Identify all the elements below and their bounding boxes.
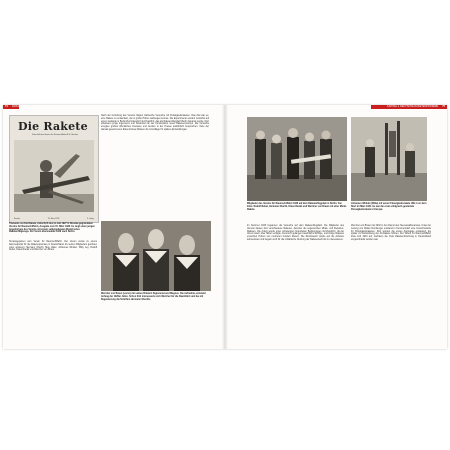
left-body-column: Nach der Gründung des Vereins folgten zahlreiche Versuche mit Flüssigkeitsraketen. Das Ziel war es, eine Rakete zu entwickeln, die in große Höhen aufsteigen konnte. Die Experimente wurden zunächst auf einem Gelände in Berlin-Reinickendorf durchgeführt, das als Raketenflugplatz Berlin bekannt wurde. Dort arbeiteten junge Ingenieure und Studenten an der Konstruktion neuer Raketenmotoren. Die Versuche erregten großes öffentliches Interesse und wurden in der Presse ausführlich besprochen. Viele der damals gewonnenen Erkenntnisse bildeten die Grundlage für spätere Entwicklungen. bbox=[101, 115, 209, 131]
magazine-title: Die Rakete bbox=[18, 120, 88, 133]
left-page bbox=[3, 105, 225, 349]
magazine-caption: Titelseite von Die Rakete, Zeitschrift des im Juli 1927 in Breslau gegründeten Vereins für Raumschiffahrt, Ausgabe vom 15. März 1928. Es zeigt einen jungen Angehörigen des Vereins mit einem selbstgebauten Modell eines Raketenflugzeugs. Der Verein übersiedelte 1929 nach Berlin. bbox=[9, 223, 95, 234]
magazine-footer bbox=[14, 218, 94, 220]
chapter-label: KAPITEL 1 DEUTSCHE RAKETENPIONIERE bbox=[387, 105, 439, 108]
right-body-column-2: Wernher von Braun trat 1932 in den Dienst des Heereswaffenamtes. Unter der Leitung von Walter Dornberger entstand in Kummersdorf eine Versuchsstelle für Flüssigkeitsraketen. Dort wurden die ersten Aggregate entwickelt, die später zur Entwicklung der A4-Rakete führten. Der Verein für Raumschiffahrt löste sich 1934 auf, nachdem die zivile Raketenforschung in Deutschland eingeschränkt worden war. bbox=[351, 225, 431, 241]
magazine-footer-date: 15. März 1928 bbox=[47, 218, 60, 220]
brothers-photo bbox=[101, 221, 211, 291]
rocket-plane-photo bbox=[14, 140, 94, 212]
right-page bbox=[225, 105, 447, 349]
magazine-cover bbox=[9, 115, 99, 223]
magazine-footer-issue: 3. Jahrg. bbox=[87, 218, 94, 220]
rocket-launch-caption: Johannes Winkler (Mitte) mit seiner Flüssigkeitsrakete HW-1 vor dem Start im März 1931. Es war die erste erfolgreich gestartete Flüssigkeitsrakete in Europa. bbox=[351, 203, 427, 211]
book-spread bbox=[3, 105, 447, 349]
right-page-number: 75 bbox=[442, 105, 445, 108]
left-body-lower: Herausgegeben vom Verein für Raumschiffahrt. Der Verein wurde zu einem Sammelpunkt für die Raketenpioniere in Deutschland. Zu seinen Mitgliedern gehörten unter anderem Hermann Oberth, Max Valier, Johannes Winkler, Willy Ley, Rudolf Nebel, Klaus Riedel und Wernher von Braun. bbox=[9, 241, 97, 252]
magazine-subtitle: Zeitschrift des Vereins für Raumschiffahrt E.V., Breslau bbox=[32, 134, 78, 136]
right-body-column-1: Im Sommer 1930 begannen die Versuche auf dem Raketenflugplatz. Die Mitglieder des Vereins bauten dort verschiedene Raketen, darunter die sogenannten Mirak- und Repulsor-Raketen. Die Arbeit wurde unter schwierigen finanziellen Bedingungen durchgeführt, da der Verein kaum über Mittel verfügte. Dennoch gelangen beachtliche Erfolge, und einige Raketen erreichten Höhen von mehreren hundert Metern. Die Reichswehr wurde auf die Arbeiten aufmerksam und begann sich für die militärische Nutzung der Raketentechnik zu interessieren. bbox=[247, 225, 344, 241]
left-page-number: 74 bbox=[5, 105, 8, 108]
group-photo-caption: Mitglieder des Vereins für Raumschiffahrt 1930 auf dem Raketenflugplatz in Berlin. Von links: Rudolf Nebel, Hermann Oberth, Klaus Riedel und Wernher von Braun mit einer Mirak-Rakete. bbox=[247, 203, 347, 211]
left-page-header bbox=[3, 105, 24, 109]
rocket-launch-photo bbox=[351, 117, 427, 201]
group-photo bbox=[247, 117, 347, 201]
magazine-footer-place: Breslau bbox=[14, 218, 21, 220]
brothers-photo-caption: Wernher von Braun (vorne) mit seinen Brüdern Sigismund und Magnus. Die Aufnahme entstand Anfang der 1920er Jahre. Schon früh interessierte sich Wernher für die Raumfahrt und las mit Begeisterung die Schriften Hermann Oberths. bbox=[101, 293, 206, 301]
right-page-header bbox=[371, 105, 447, 109]
left-section-label: 1928-1933 bbox=[11, 105, 24, 108]
